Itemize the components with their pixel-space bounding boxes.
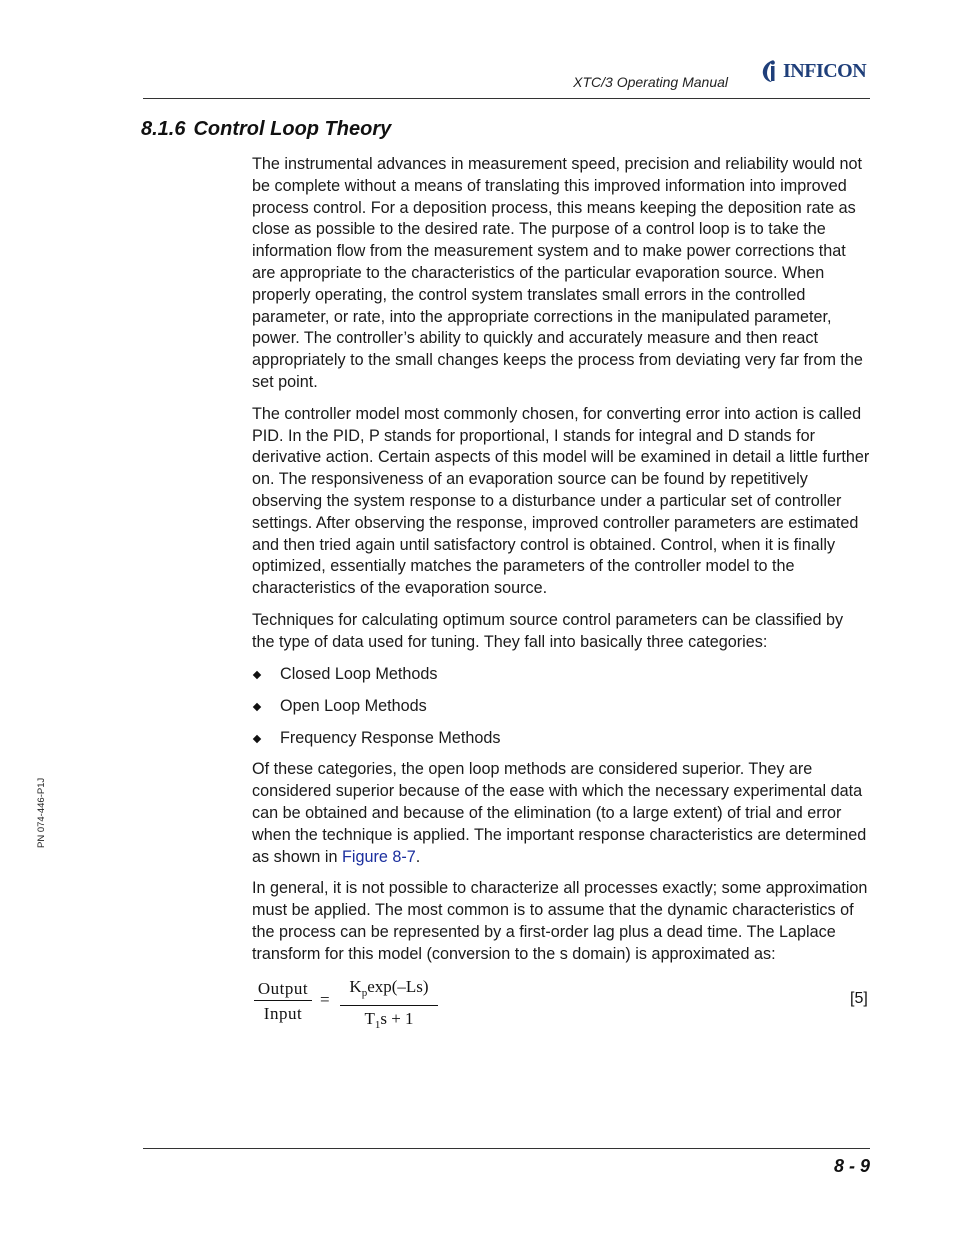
equals-sign: = (320, 989, 330, 1009)
diamond-bullet-icon (253, 702, 261, 710)
equation-number: [5] (850, 989, 868, 1007)
inficon-logo-icon (760, 59, 780, 83)
paragraph-text: Of these categories, the open loop methods are considered superior. They are considered superior because of the ease with which the necessary experimental data can be obtained and because of the elimination (to a large extent) of trial and error when the technique is applied. The important response characteristics are determined as shown in (252, 760, 867, 866)
list-item-label: Open Loop Methods (280, 696, 427, 715)
manual-title: XTC/3 Operating Manual (573, 74, 728, 90)
paragraph: Techniques for calculating optimum source control parameters can be classified by the type of data used for tuning. They fall into basically three categories: (252, 610, 844, 651)
lhs-fraction (254, 978, 312, 1026)
lhs-numerator: Output (254, 978, 312, 1002)
section-number: 8.1.6 (141, 118, 186, 140)
paragraph-text-end: . (415, 847, 421, 866)
logo-text: INFICON (783, 59, 867, 82)
paragraph: The controller model most commonly chosen, for converting error into action is called PID. In the PID, P stands for proportional, I stands for integral and D stands for derivative action. Certain aspects of this model will be examined in detail a little further on. The responsiveness of an evaporation source can be found by repetitively observing the system response to a disturbance under a particular set of controller settings. After observing the response, improved controller parameters are estimated and then tried again until satisfactory control is obtained. Control, when it is finally optimized, essentially matches the parameters of the controller model to the characteristics of the evaporation source. (252, 404, 870, 598)
paragraph: In general, it is not possible to characterize all processes exactly; some approximation must be applied. The most common is to assume that the dynamic characteristics of the process can be represented by a first-order lag plus a dead time. The Laplace transform for this model (conversion to the s domain) is approximated as: (252, 879, 868, 963)
exp-term: exp(–Ls) (367, 976, 429, 996)
rhs-numerator (340, 976, 438, 1007)
rhs-fraction (340, 976, 438, 1038)
figure-8-7-link[interactable]: Figure 8-7 (341, 847, 416, 866)
paragraph (252, 759, 870, 868)
list-item (252, 696, 870, 718)
section-heading (141, 118, 391, 141)
gain-symbol: K (349, 976, 362, 996)
diamond-bullet-icon (253, 670, 261, 678)
transfer-function-equation (252, 976, 870, 1036)
gain-subscript: p (361, 986, 368, 999)
section-title: Control Loop Theory (193, 118, 392, 140)
category-list (252, 664, 870, 750)
denominator-rest: s + 1 (380, 1009, 414, 1029)
inficon-logo (760, 58, 866, 84)
time-constant-symbol: T (364, 1009, 375, 1029)
paragraph: The instrumental advances in measurement speed, precision and reliability would not be complete without a means of translating this improved information into improved process control. For a deposition process, this means keeping the deposition rate as close as possible to the desired rate. The purpose of a control loop is to take the information flow from the measurement system and to make power corrections that are appropriate to the characteristics of the particular evaporation source. When properly operating, the control system translates small errors in the controlled parameter, or rate, into the appropriate corrections in the manipulated parameter, power. The controller’s ability to quickly and accurately measure and then react appropriately to the small changes keeps the process from deviating very far from the set point. (252, 155, 863, 391)
header-rule (143, 98, 870, 99)
footer-rule (143, 1148, 870, 1149)
lhs-denominator: Input (263, 1004, 303, 1024)
list-item-label: Closed Loop Methods (280, 664, 438, 683)
rhs-denominator (340, 1006, 438, 1037)
list-item (252, 664, 870, 686)
diamond-bullet-icon (253, 734, 261, 742)
body-text (252, 154, 870, 1036)
page-number: 8 - 9 (833, 1156, 870, 1176)
list-item-label: Frequency Response Methods (280, 728, 501, 747)
list-item (252, 728, 870, 750)
time-constant-subscript: 1 (374, 1019, 381, 1032)
part-number: PN 074-446-P1J (36, 777, 47, 848)
